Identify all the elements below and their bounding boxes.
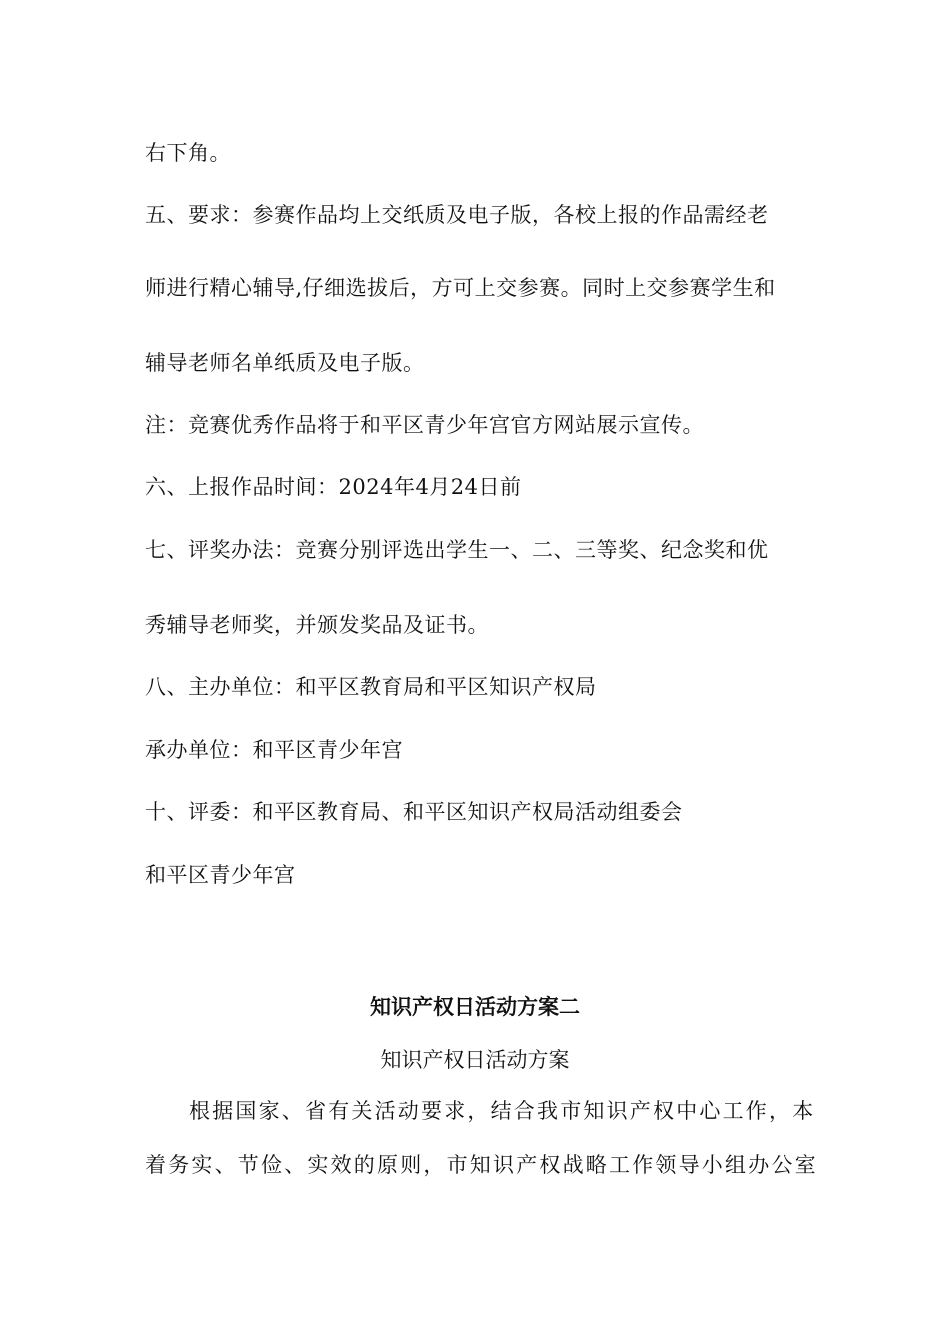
text-line: 辅导老师名单纸质及电子版。 (145, 351, 425, 375)
section-title: 知识产权日活动方案二 (370, 994, 580, 1019)
text-line: 秀辅导老师奖，并颁发奖品及证书。 (145, 613, 489, 637)
text-line: 六、上报作品时间：2024年4月24日前 (145, 475, 522, 499)
text-line: 八、主办单位：和平区教育局和平区知识产权局 (145, 675, 597, 699)
text-line: 七、评奖办法：竞赛分别评选出学生一、二、三等奖、纪念奖和优 (145, 538, 769, 562)
text-line: 右下角。 (145, 141, 231, 165)
section-subtitle: 知识产权日活动方案 (380, 1048, 570, 1072)
text-line: 和平区青少年宫 (145, 863, 296, 887)
text-line: 师进行精心辅导,仔细选拔后，方可上交参赛。同时上交参赛学生和 (145, 276, 776, 300)
paragraph-line: 根据国家、省有关活动要求，结合我市知识产权中心工作，本 (189, 1099, 816, 1123)
paragraph-line: 着务实、节俭、实效的原则，市知识产权战略工作领导小组办公室 (145, 1153, 818, 1177)
text-line: 注：竞赛优秀作品将于和平区青少年宫官方网站展示宣传。 (145, 413, 704, 437)
text-line: 十、评委：和平区教育局、和平区知识产权局活动组委会 (145, 800, 683, 824)
text-line: 承办单位：和平区青少年宫 (145, 738, 403, 762)
text-line: 五、要求：参赛作品均上交纸质及电子版，各校上报的作品需经老 (145, 203, 769, 227)
